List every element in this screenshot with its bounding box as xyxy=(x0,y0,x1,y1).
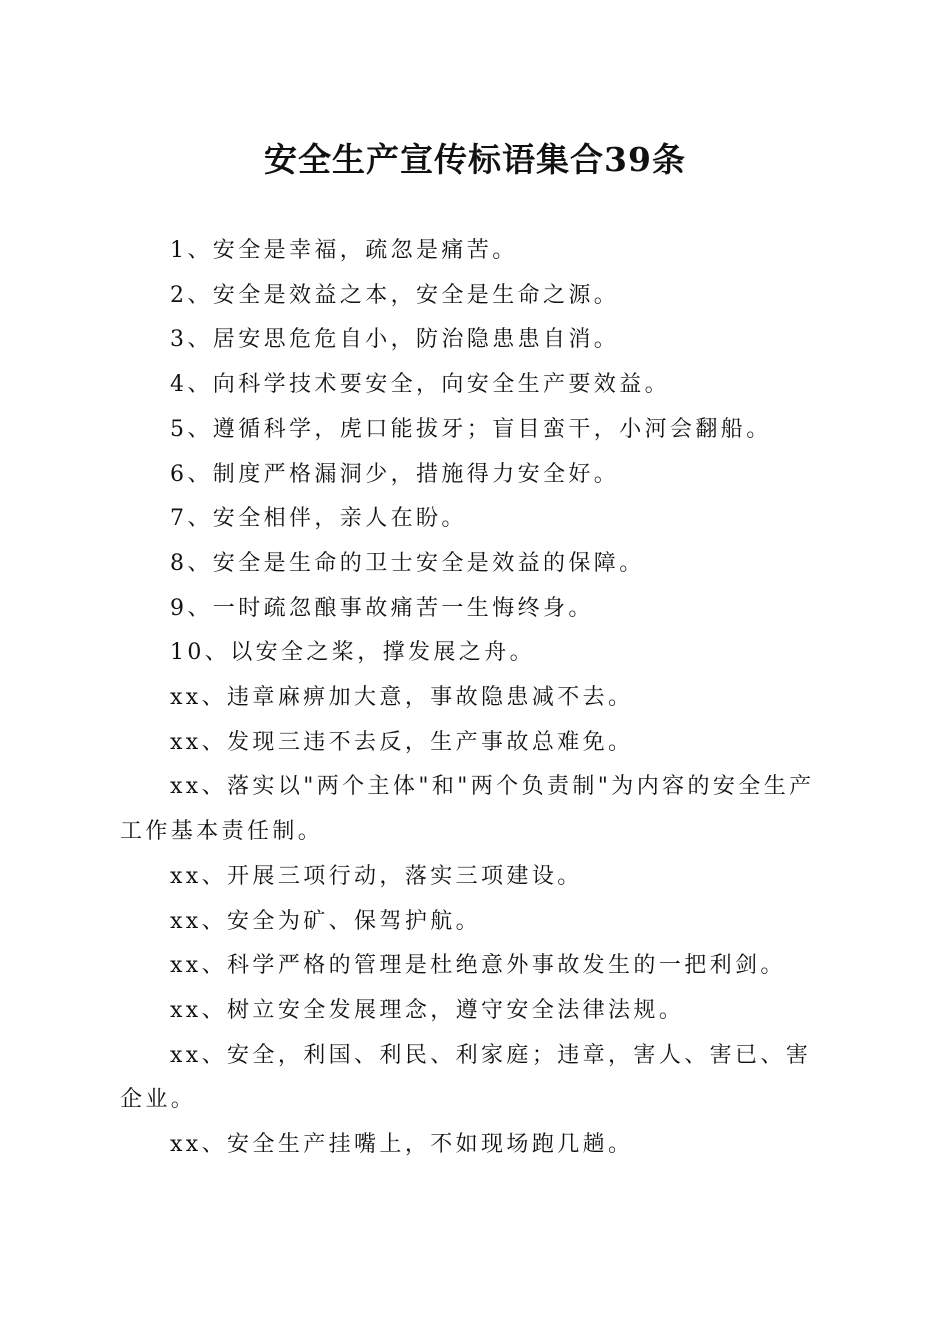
slogan-item: 1、安全是幸福，疏忽是痛苦。 xyxy=(170,238,518,263)
slogan-item: 5、遵循科学，虎口能拔牙；盲目蛮干，小河会翻船。 xyxy=(170,416,772,442)
slogan-item: 2、安全是效益之本，安全是生命之源。 xyxy=(170,282,620,308)
slogan-item: xx、安全生产挂嘴上，不如现场跑几趟。 xyxy=(170,1132,634,1158)
slogan-item: 6、制度严格漏洞少，措施得力安全好。 xyxy=(170,461,620,487)
slogan-item: xx、安全为矿、保驾护航。 xyxy=(170,908,482,934)
slogan-item: 4、向科学技术要安全，向安全生产要效益。 xyxy=(170,372,670,398)
slogan-item: xx、树立安全发展理念，遵守安全法律法规。 xyxy=(170,997,685,1023)
slogan-item: xx、开展三项行动，落实三项建设。 xyxy=(170,863,583,889)
slogan-item: 7、安全相伴，亲人在盼。 xyxy=(170,506,467,532)
slogan-item: xx、科学严格的管理是杜绝意外事故发生的一把利剑。 xyxy=(170,953,786,979)
slogan-list xyxy=(120,229,825,1168)
slogan-item: xx、违章麻痹加大意，事故隐患减不去。 xyxy=(170,685,634,711)
slogan-item: 3、居安思危危自小，防治隐患患自消。 xyxy=(170,327,620,353)
slogan-item: xx、发现三违不去反，生产事故总难免。 xyxy=(170,729,634,755)
slogan-item: 10、以安全之桨，撑发展之舟。 xyxy=(170,640,535,666)
document-title: 安全生产宣传标语集合39条 xyxy=(264,140,686,179)
slogan-item: 8、安全是生命的卫士安全是效益的保障。 xyxy=(170,550,645,576)
slogan-item: 9、一时疏忽酿事故痛苦一生悔终身。 xyxy=(170,595,594,621)
slogan-item: xx、安全，利国、利民、利家庭；违章，害人、害已、害企业。 xyxy=(120,1042,812,1113)
slogan-item: xx、落实以"两个主体"和"两个负责制"为内容的安全生产工作基本责任制。 xyxy=(120,774,815,845)
